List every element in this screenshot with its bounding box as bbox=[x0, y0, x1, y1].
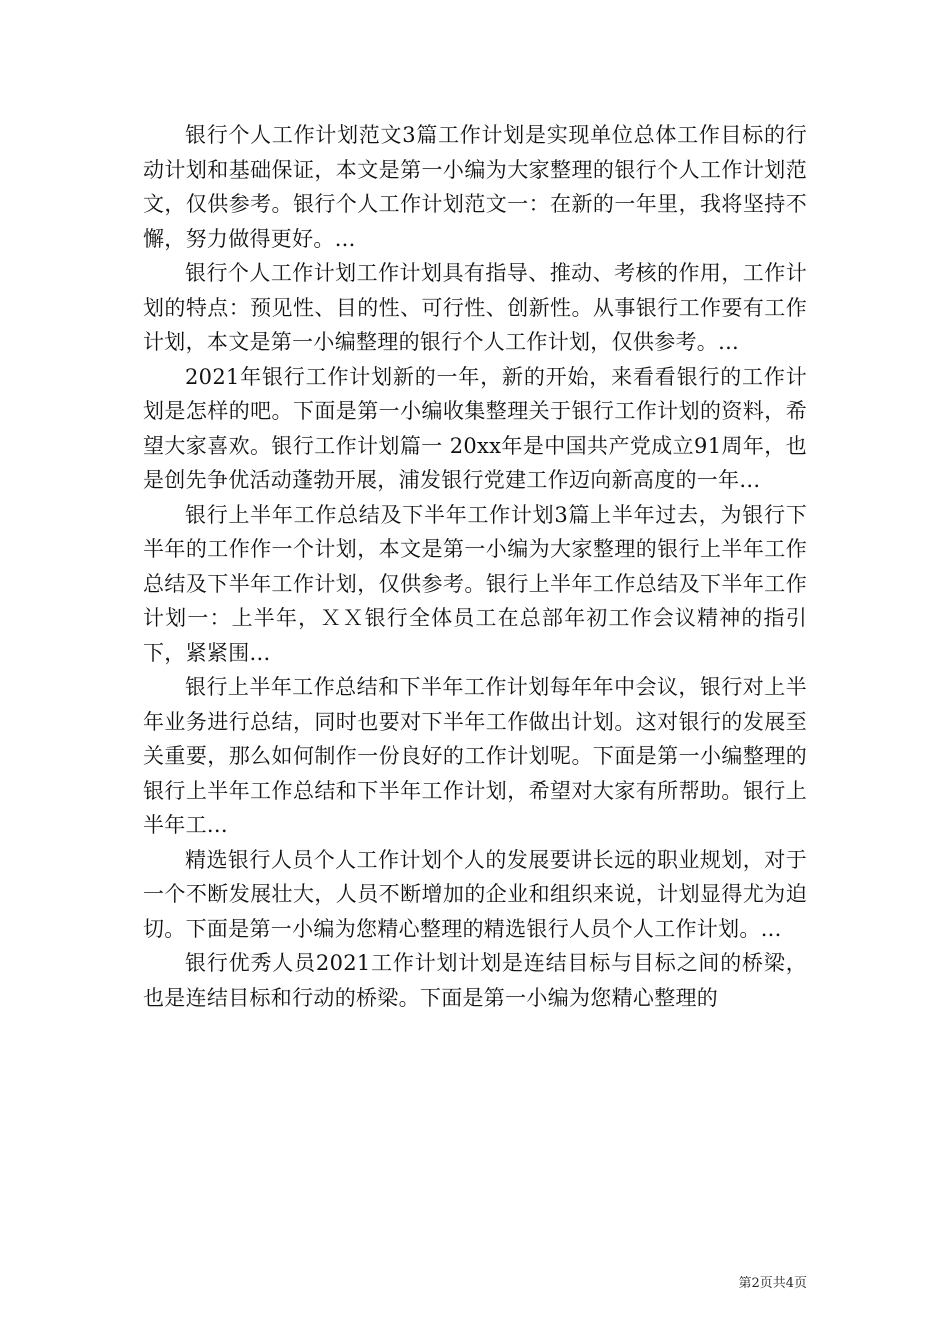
paragraph-2: 银行个人工作计划工作计划具有指导、推动、考核的作用，工作计划的特点：预见性、目的性、可行性、创新性。从事银行工作要有工作计划，本文是第一小编整理的银行个人工作计划，仅供参考。... bbox=[143, 261, 807, 354]
paragraph-1: 银行个人工作计划范文3篇工作计划是实现单位总体工作目标的行动计划和基础保证，本文是第一小编为大家整理的银行个人工作计划范文，仅供参考。银行个人工作计划范文一：在新的一年里，我将坚持不懈，努力做得更好。... bbox=[143, 123, 807, 251]
page-number-footer: 第2页共4页 bbox=[738, 1276, 807, 1291]
paragraph-3: 2021年银行工作计划新的一年，新的开始，来看看银行的工作计划是怎样的吧。下面是第一小编收集整理关于银行工作计划的资料，希望大家喜欢。银行工作计划篇一 20xx年是中国共产党成立91周年，也是创先争优活动蓬勃开展，浦发银行党建工作迈向新高度的一年... bbox=[143, 364, 807, 492]
paragraph-7: 银行优秀人员2021工作计划计划是连结目标与目标之间的桥梁，也是连结目标和行动的桥梁。下面是第一小编为您精心整理的 bbox=[143, 951, 807, 1010]
paragraph-6: 精选银行人员个人工作计划个人的发展要讲长远的职业规划，对于一个不断发展壮大，人员不断增加的企业和组织来说，计划显得尤为迫切。下面是第一小编为您精心整理的精选银行人员个人工作计划。... bbox=[143, 847, 807, 941]
paragraph-5: 银行上半年工作总结和下半年工作计划每年年中会议，银行对上半年业务进行总结，同时也要对下半年工作做出计划。这对银行的发展至关重要，那么如何制作一份良好的工作计划呢。下面是第一小编整理的银行上半年工作总结和下半年工作计划，希望对大家有所帮助。银行上半年工... bbox=[143, 675, 807, 837]
document-body bbox=[143, 118, 807, 1015]
paragraph-4: 银行上半年工作总结及下半年工作计划3篇上半年过去，为银行下半年的工作作一个计划，本文是第一小编为大家整理的银行上半年工作总结及下半年工作计划，仅供参考。银行上半年工作总结及下半年工作计划一：上半年，ＸＸ银行全体员工在总部年初工作会议精神的指引下，紧紧围... bbox=[143, 502, 807, 665]
